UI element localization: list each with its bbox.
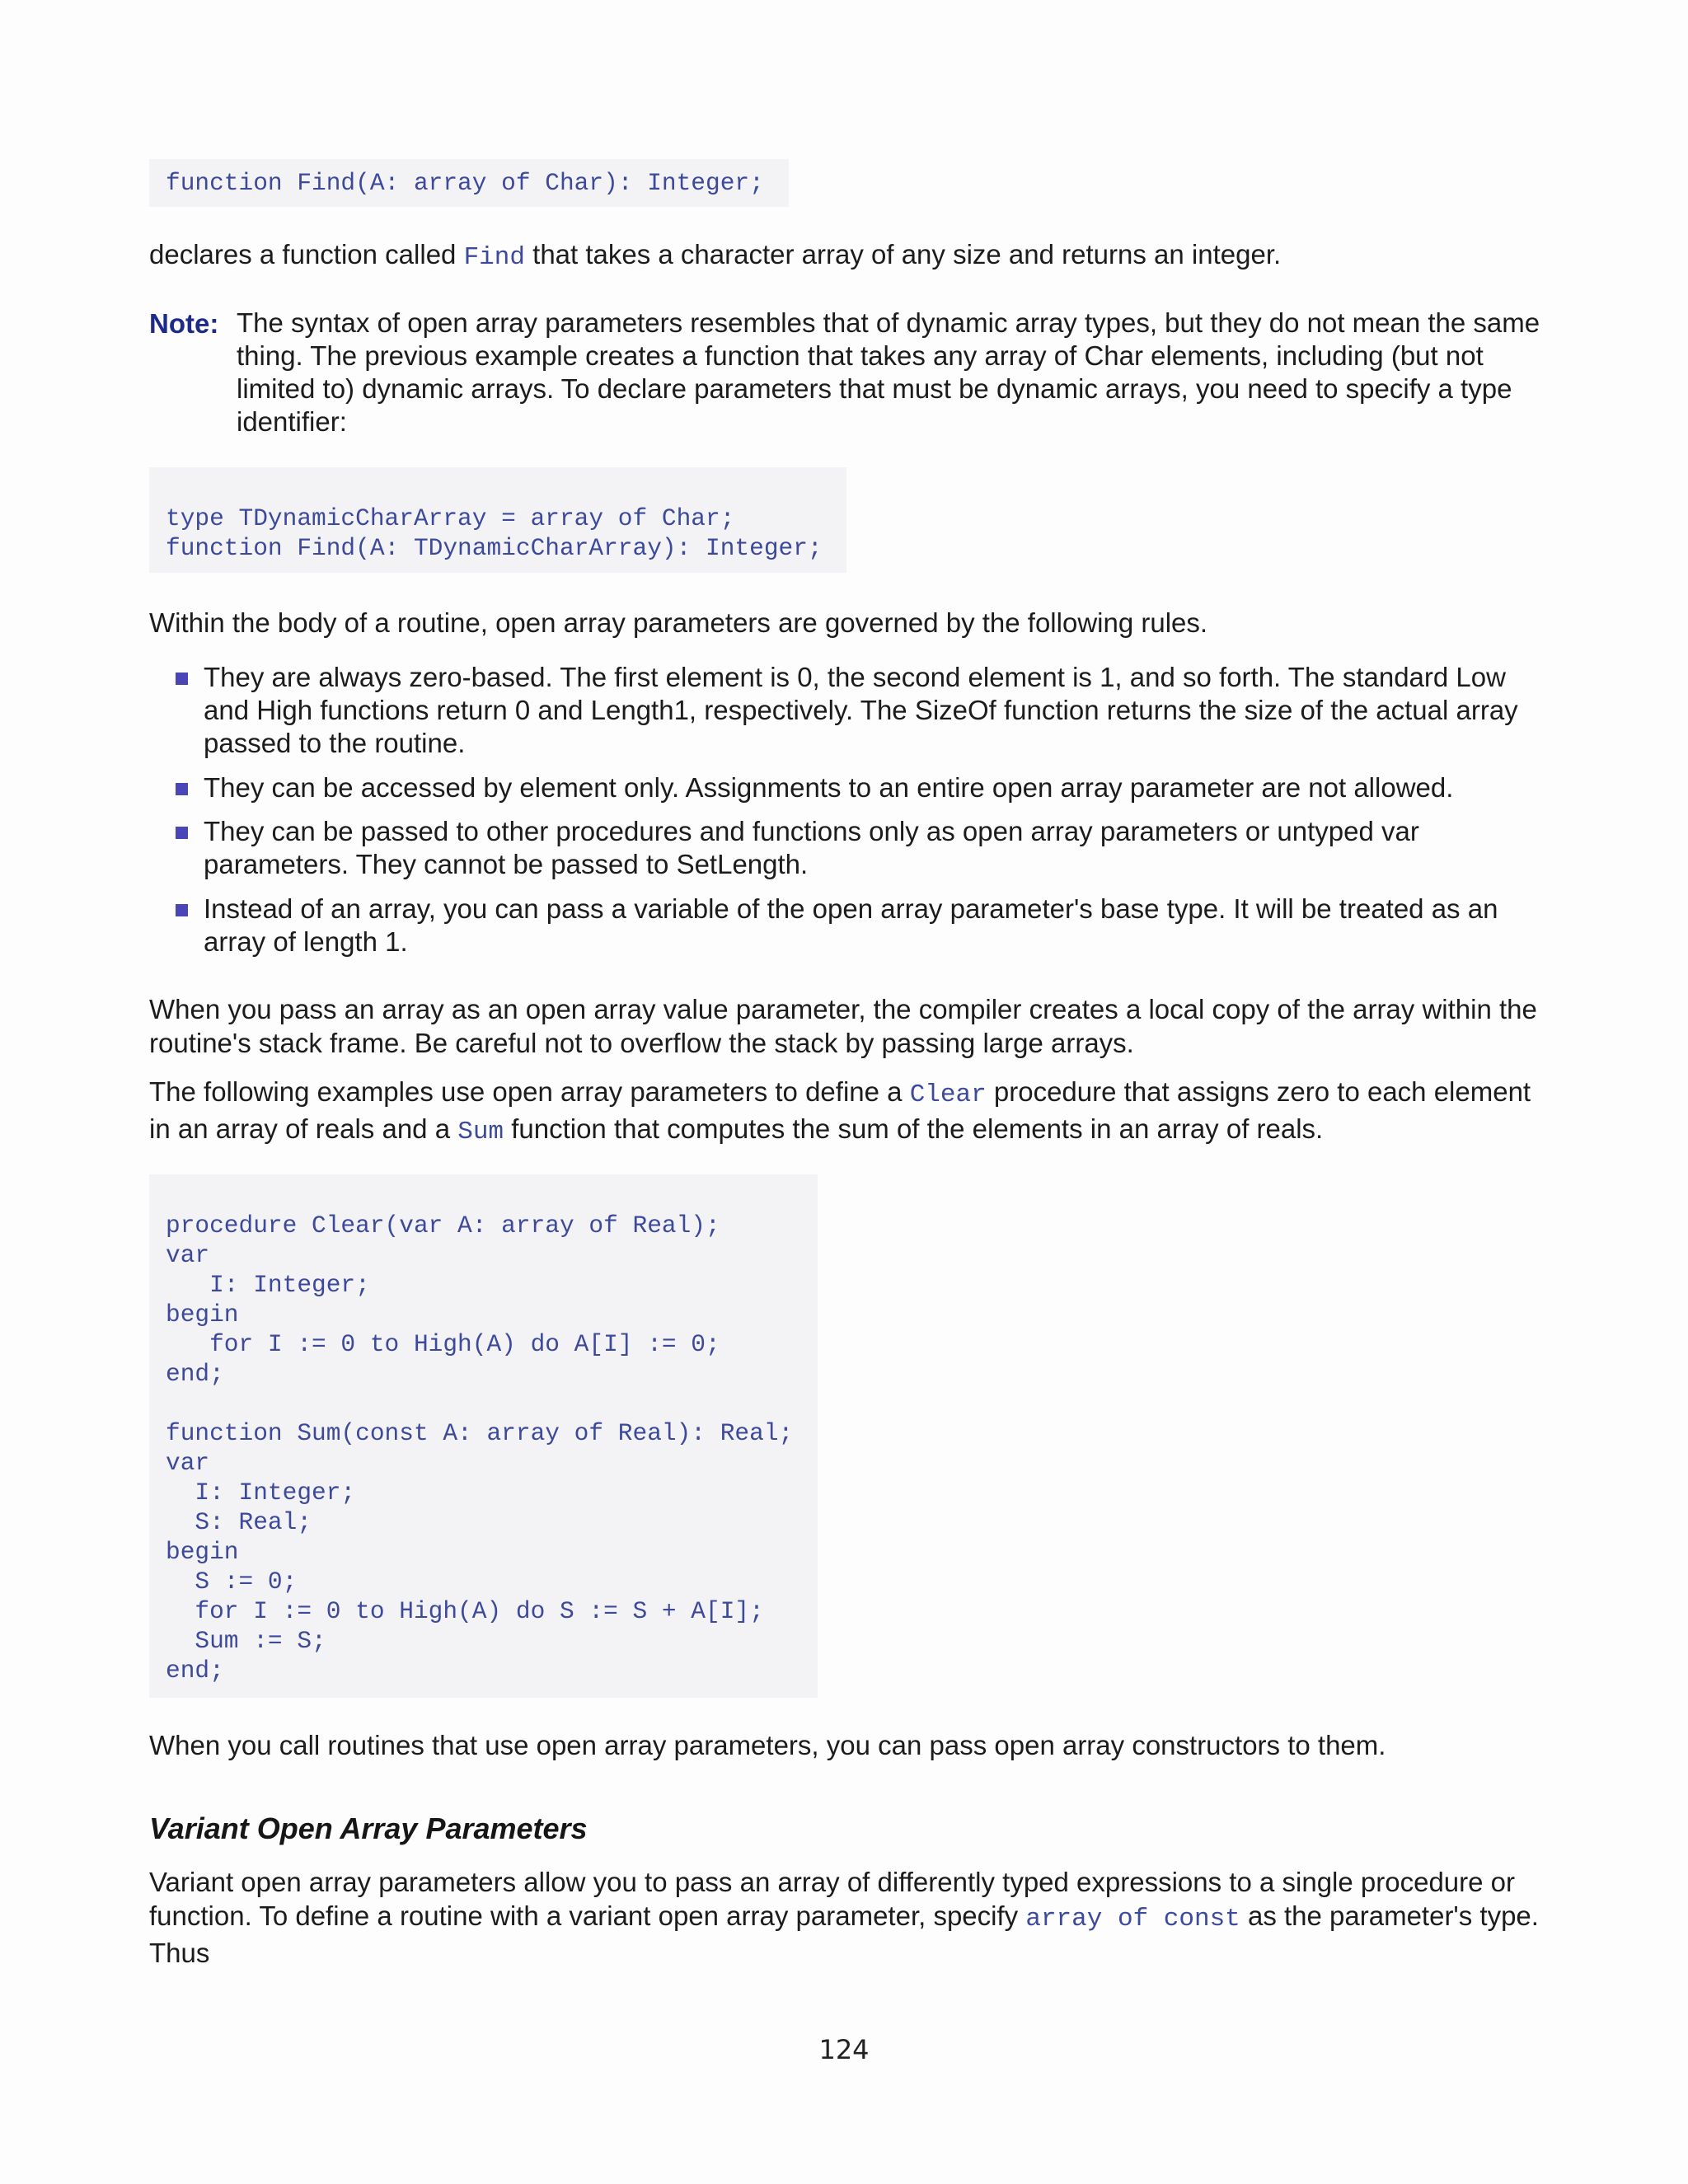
code-line: [166, 1389, 801, 1418]
paragraph-examples-intro: [149, 1075, 1550, 1149]
code-line: [166, 1181, 801, 1211]
code-line: S := 0;: [166, 1568, 298, 1596]
inline-code-clear: Clear: [909, 1080, 987, 1109]
code-line: end;: [166, 1360, 224, 1388]
text: function that computes the sum of the elements in an array of reals.: [504, 1113, 1324, 1144]
paragraph-open-array-constructors: When you call routines that use open array parameters, you can pass open array constructors to them.: [149, 1730, 1386, 1760]
paragraph-local-copy: When you pass an array as an open array value parameter, the compiler creates a local copy of the array within the routine's stack frame. Be careful not to overflow the stack by passing large arrays.: [149, 994, 1537, 1058]
bullet-square-icon: [176, 904, 188, 916]
code-line: for I := 0 to High(A) do A[I] := 0;: [166, 1330, 720, 1358]
note-text: The syntax of open array parameters resembles that of dynamic array types, but they do not mean the same thing. The previous example creates a function that takes any array of Char elements, including (but not limited to) dynamic arrays. To declare parameters that must be dynamic arrays, you need to specify a type identifier:: [237, 307, 1540, 437]
code-line: procedure Clear(var A: array of Real);: [166, 1212, 720, 1240]
code-line: begin: [166, 1301, 239, 1329]
list-item-text: They are always zero-based. The first element is 0, the second element is 1, and so forth. The standard Low and High functions return 0 and Length1, respectively. The SizeOf function returns the size of the actual array passed to the routine.: [204, 662, 1518, 758]
code-line: Sum := S;: [166, 1627, 326, 1655]
text: declares a function called: [149, 239, 464, 269]
code-line: var: [166, 1449, 210, 1477]
code-line: var: [166, 1241, 210, 1269]
code-line: end;: [166, 1657, 224, 1685]
code-line: S: Real;: [166, 1508, 312, 1536]
code-line: [166, 474, 830, 504]
note-label: Note:: [149, 308, 219, 339]
text: as the parameter's type. Thus: [149, 1900, 1539, 1968]
code-line: I: Integer;: [166, 1479, 356, 1507]
paragraph-rules-intro: Within the body of a routine, open array parameters are governed by the following rules.: [149, 607, 1208, 638]
section-heading: Variant Open Array Parameters: [149, 1811, 588, 1845]
code-line: type TDynamicCharArray = array of Char;: [166, 504, 735, 532]
bullet-square-icon: [176, 827, 188, 839]
list-item-text: They can be passed to other procedures and functions only as open array parameters or untyped var parameters. They cannot be passed to SetLength.: [204, 816, 1419, 879]
page-number: 124: [818, 2034, 870, 2065]
text: that takes a character array of any size and returns an integer.: [524, 239, 1282, 269]
code-block-clear-sum: [149, 1174, 818, 1698]
code-line: function Find(A: TDynamicCharArray): Integer;: [166, 534, 823, 562]
paragraph-find-description: [149, 237, 1550, 274]
list-item-text: They can be accessed by element only. Assignments to an entire open array parameter are not allowed.: [204, 772, 1454, 803]
code-line: function Sum(const A: array of Real): Real;: [166, 1419, 794, 1447]
code-line: I: Integer;: [166, 1271, 370, 1299]
inline-code-find: Find: [463, 243, 525, 272]
code-block-dynamic-array: [149, 467, 846, 573]
code-line: function Find(A: array of Char): Integer;: [166, 169, 764, 197]
list-item-text: Instead of an array, you can pass a variable of the open array parameter's base type. It will be treated as an array of length 1.: [204, 893, 1498, 957]
code-block-find-signature: [149, 159, 789, 207]
bullet-square-icon: [176, 783, 188, 795]
paragraph-variant-open-array: [149, 1865, 1550, 1970]
text: procedure that assigns zero to each element in an array of reals and a: [149, 1076, 1531, 1144]
code-line: begin: [166, 1538, 239, 1566]
bullet-square-icon: [176, 673, 188, 685]
inline-code-array-of-const: array of const: [1025, 1905, 1240, 1933]
text: The following examples use open array parameters to define a: [149, 1076, 910, 1107]
inline-code-sum: Sum: [457, 1118, 504, 1146]
code-line: for I := 0 to High(A) do S := S + A[I];: [166, 1597, 764, 1625]
text: Variant open array parameters allow you to pass an array of differently typed expressions to a single procedure or function. To define a routine with a variant open array parameter, specify: [149, 1867, 1516, 1931]
